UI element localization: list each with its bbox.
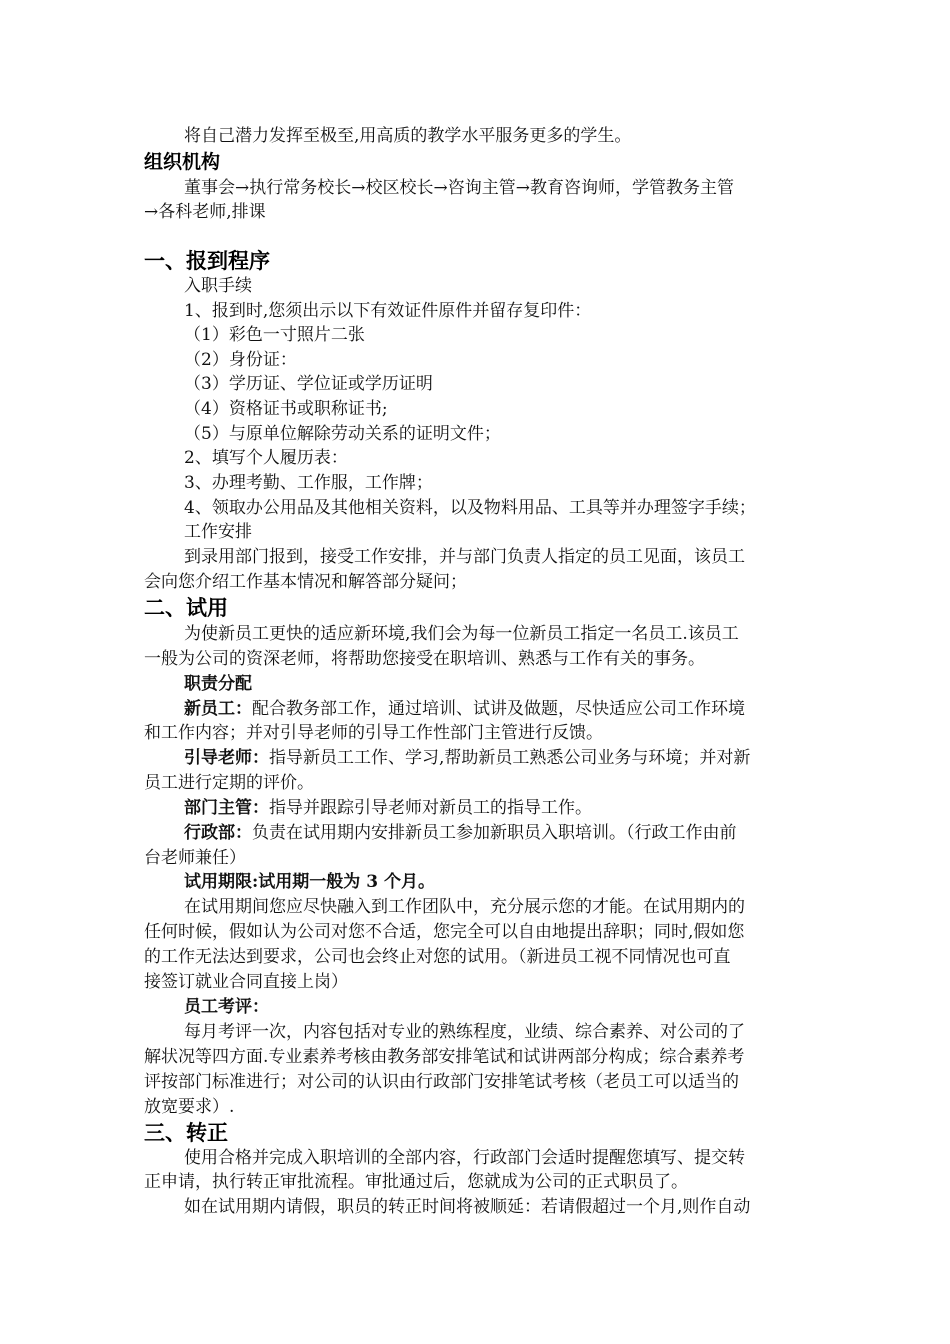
section2-heading: 二、试用: [144, 596, 228, 620]
section2-eval-line-3: 评按部门标准进行；对公司的认识由行政部门安排笔试考核（老员工可以适当的: [144, 1072, 739, 1092]
section3-line-1: 使用合格并完成入职培训的全部内容，行政部门会适时提醒您填写、提交转: [184, 1148, 745, 1168]
section3-line-3: 如在试用期内请假，职员的转正时间将被顺延：若请假超过一个月,则作自动: [184, 1197, 751, 1217]
section3-line-2: 正申请，执行转正审批流程。审批通过后，您就成为公司的正式职员了。: [144, 1172, 688, 1192]
section2-trial-line-4: 接签订就业合同直接上岗）: [144, 972, 348, 992]
section2-intro-line-2: 一般为公司的资深老师，将帮助您接受在职培训、熟悉与工作有关的事务。: [144, 649, 705, 669]
section2-eval-title: 员工考评：: [184, 997, 269, 1017]
guide-teacher-text: 指导新员工工作、学习,帮助新员工熟悉公司业务与环境；并对新: [269, 748, 751, 768]
manager-label: 部门主管：: [184, 798, 269, 818]
section1-work-line-2: 会向您介绍工作基本情况和解答部分疑问；: [144, 572, 467, 592]
section2-guide-line-1: [184, 746, 750, 770]
guide-teacher-label: 引导老师：: [184, 748, 269, 768]
new-employee-label: 新员工：: [184, 699, 252, 719]
section2-eval-line-2: 解状况等四方面.专业素养考核由教务部安排笔试和试讲两部分构成；综合素养考: [144, 1047, 745, 1067]
section2-trial-line-1: 在试用期间您应尽快融入到工作团队中，充分展示您的才能。在试用期内的: [184, 897, 745, 917]
intro-line: 将自己潜力发挥至极至,用高质的教学水平服务更多的学生。: [184, 126, 632, 146]
section3-heading: 三、转正: [144, 1121, 228, 1145]
section2-eval-line-1: 每月考评一次，内容包括对专业的熟练程度，业绩、综合素养、对公司的了: [184, 1022, 745, 1042]
section1-item-4: 4、领取办公用品及其他相关资料，以及物料用品、工具等并办理签字手续；: [184, 498, 756, 518]
admin-text: 负责在试用期内安排新员工参加新职员入职培训。（行政工作由前: [252, 823, 737, 843]
section1-heading: 一、报到程序: [144, 249, 270, 273]
manager-text: 指导并跟踪引导老师对新员工的指导工作。: [269, 798, 592, 818]
section1-work-line-1: 到录用部门报到，接受工作安排，并与部门负责人指定的员工见面，该员工: [184, 547, 745, 567]
section2-new-line-2: 和工作内容；并对引导老师的引导工作性部门主管进行反馈。: [144, 723, 603, 743]
org-heading: 组织机构: [144, 151, 221, 173]
section1-doc-4: （4）资格证书或职称证书;: [184, 399, 388, 419]
section2-intro-line-1: 为使新员工更快的适应新环境,我们会为每一位新员工指定一名员工.该员工: [184, 624, 739, 644]
section2-guide-line-2: 员工进行定期的评价。: [144, 773, 314, 793]
section2-duty-title: 职责分配: [184, 674, 252, 694]
section2-admin-line-2: 台老师兼任）: [144, 848, 246, 868]
section2-manager-line: [184, 796, 592, 820]
section2-admin-line-1: [184, 821, 737, 845]
section1-item-3: 3、办理考勤、工作服，工作牌；: [184, 473, 433, 493]
new-employee-text: 配合教务部工作，通过培训、试讲及做题，尽快适应公司工作环境: [252, 699, 745, 719]
section1-sub-work: 工作安排: [184, 522, 252, 542]
section1-sub-onboarding: 入职手续: [184, 276, 252, 296]
section1-item-1: 1、报到时,您须出示以下有效证件原件并留存复印件：: [184, 301, 592, 321]
section1-doc-3: （3）学历证、学位证或学历证明: [184, 374, 433, 394]
section2-trial-period: 试用期限:试用期一般为 3 个月。: [184, 872, 435, 892]
section2-new-line-1: [184, 697, 745, 721]
section1-doc-5: （5）与原单位解除劳动关系的证明文件；: [184, 424, 501, 444]
section2-eval-line-4: 放宽要求）.: [144, 1097, 235, 1117]
section1-item-2: 2、填写个人履历表：: [184, 448, 348, 468]
section1-doc-1: （1）彩色一寸照片二张: [184, 325, 365, 345]
section2-trial-line-3: 的工作无法达到要求，公司也会终止对您的试用。（新进员工视不同情况也可直: [144, 947, 731, 967]
section2-trial-line-2: 任何时候，假如认为公司对您不合适，您完全可以自由地提出辞职；同时,假如您: [144, 922, 745, 942]
section1-doc-2: （2）身份证：: [184, 350, 297, 370]
org-line-2: →各科老师,排课: [144, 202, 266, 222]
org-line-1: 董事会→执行常务校长→校区校长→咨询主管→教育咨询师，学管教务主管: [184, 178, 734, 198]
admin-label: 行政部：: [184, 823, 252, 843]
